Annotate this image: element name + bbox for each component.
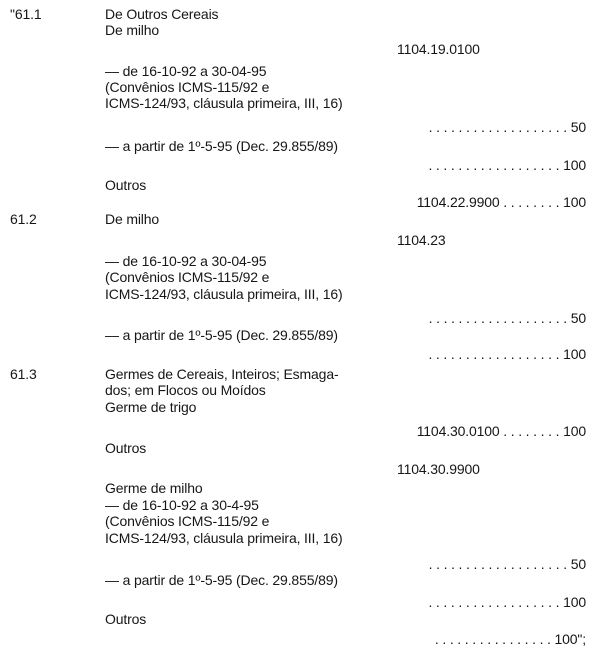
- description-line: Germe de milho: [105, 480, 203, 496]
- description-line: — de 16-10-92 a 30-04-95: [105, 63, 267, 79]
- item-number: 61.2: [10, 211, 37, 227]
- leader-value: . . . . . . . . . . . . . . . . . . . 50: [428, 556, 586, 572]
- leader-value: . . . . . . . . . . . . . . . . . . . 50: [428, 119, 586, 135]
- tariff-code: 1104.23: [397, 232, 446, 248]
- leader-value: . . . . . . . . . . . . . . . . 100";: [434, 631, 586, 647]
- leader-value: . . . . . . . . . . . . . . . . . . 100: [428, 594, 586, 610]
- item-number: "61.1: [10, 6, 42, 22]
- description-line: — a partir de 1º-5-95 (Dec. 29.855/89): [105, 138, 338, 154]
- description-line: Outros: [105, 611, 147, 627]
- leader-value: . . . . . . . . . . . . . . . . . . 100: [428, 157, 586, 173]
- tariff-code: 1104.30.0100 . . . . . . . . 100: [416, 423, 586, 439]
- description-line: ICMS-124/93, cláusula primeira, III, 16): [105, 530, 343, 546]
- description-line: De Outros Cereais: [105, 6, 219, 22]
- tariff-code: 1104.19.0100: [397, 41, 480, 57]
- description-line: — de 16-10-92 a 30-4-95: [105, 497, 259, 513]
- description-line: De milho: [105, 211, 160, 227]
- leader-value: . . . . . . . . . . . . . . . . . . . 50: [428, 310, 586, 326]
- description-line: — a partir de 1º-5-95 (Dec. 29.855/89): [105, 327, 338, 343]
- description-line: (Convênios ICMS-115/92 e: [105, 79, 270, 95]
- description-line: Outros: [105, 177, 147, 193]
- leader-value: . . . . . . . . . . . . . . . . . . 100: [428, 346, 586, 362]
- description-line: (Convênios ICMS-115/92 e: [105, 269, 270, 285]
- description-line: ICMS-124/93, cláusula primeira, III, 16): [105, 286, 343, 302]
- description-line: dos; em Flocos ou Moídos: [105, 382, 266, 398]
- description-line: — a partir de 1º-5-95 (Dec. 29.855/89): [105, 572, 338, 588]
- description-line: (Convênios ICMS-115/92 e: [105, 513, 270, 529]
- tariff-code: 1104.22.9900 . . . . . . . . 100: [416, 194, 586, 210]
- description-line: Outros: [105, 440, 147, 456]
- description-line: De milho: [105, 22, 160, 38]
- description-line: Germe de trigo: [105, 399, 197, 415]
- description-line: — de 16-10-92 a 30-04-95: [105, 253, 267, 269]
- item-number: 61.3: [10, 366, 37, 382]
- description-line: Germes de Cereais, Inteiros; Esmaga-: [105, 366, 339, 382]
- tariff-code: 1104.30.9900: [397, 461, 480, 477]
- description-line: ICMS-124/93, cláusula primeira, III, 16): [105, 95, 343, 111]
